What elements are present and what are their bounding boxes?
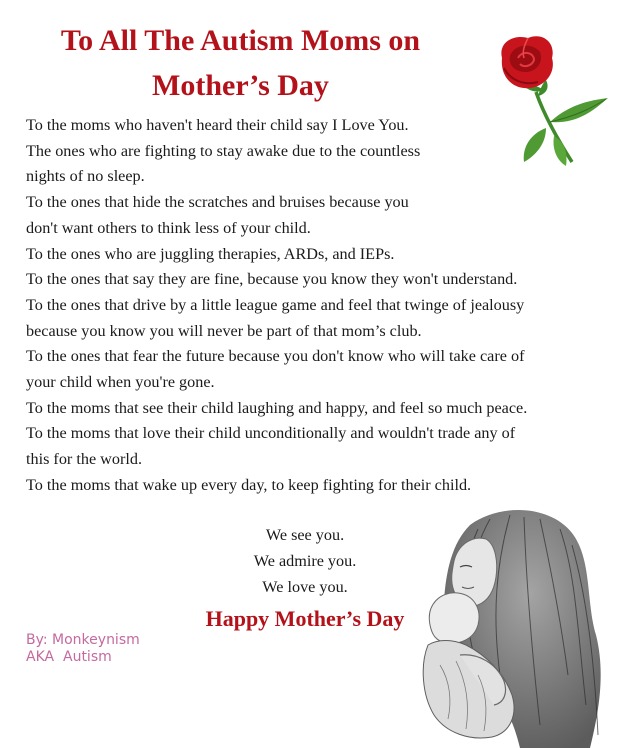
mother-baby-sketch-icon (400, 505, 612, 748)
poem-line: To the moms who haven't heard their child say I Love You. (26, 116, 409, 134)
poem-line: don't want others to think less of your child. (26, 218, 311, 237)
closing-line-1: We see you. (265, 526, 345, 544)
poem-line: To the moms that wake up every day, to keep fighting for their child. (26, 475, 472, 494)
closing-line-3: We love you. (262, 578, 348, 596)
title-line-2: Mother’s Day (152, 69, 329, 102)
page-title (18, 18, 463, 108)
title-line-1: To All The Autism Moms on (60, 24, 421, 57)
closing-message (185, 522, 425, 634)
poem-line: this for the world. (26, 450, 142, 469)
author-byline (26, 632, 140, 666)
greeting-heading: Happy Mother’s Day (205, 606, 405, 631)
closing-line-2: We admire you. (253, 552, 357, 570)
poem-line: your child when you're gone. (26, 373, 215, 392)
poem-line: To the ones who are juggling therapies, ARDs, and IEPs. (26, 244, 395, 263)
poem-line: To the moms that see their child laughing and happy, and feel so much peace. (26, 398, 528, 417)
poem-body (26, 113, 586, 499)
poem-line: To the ones that say they are fine, because you know they won't understand. (26, 270, 518, 289)
poem-line: To the ones that drive by a little league game and feel that twinge of jealousy (26, 295, 525, 314)
poem-line: nights of no sleep. (26, 167, 145, 186)
poem-line: To the ones that hide the scratches and bruises because you (26, 193, 409, 212)
poem-line: The ones who are fighting to stay awake due to the countless (26, 141, 421, 160)
poem-line: To the ones that fear the future because you don't know who will take care of (26, 347, 525, 366)
byline-line-1: By: Monkeynism (26, 632, 140, 648)
poem-line: because you know you will never be part of that mom’s club. (26, 321, 422, 340)
byline-line-2: AKA Autism (26, 649, 112, 665)
poem-line: To the moms that love their child unconditionally and wouldn't trade any of (26, 424, 516, 443)
